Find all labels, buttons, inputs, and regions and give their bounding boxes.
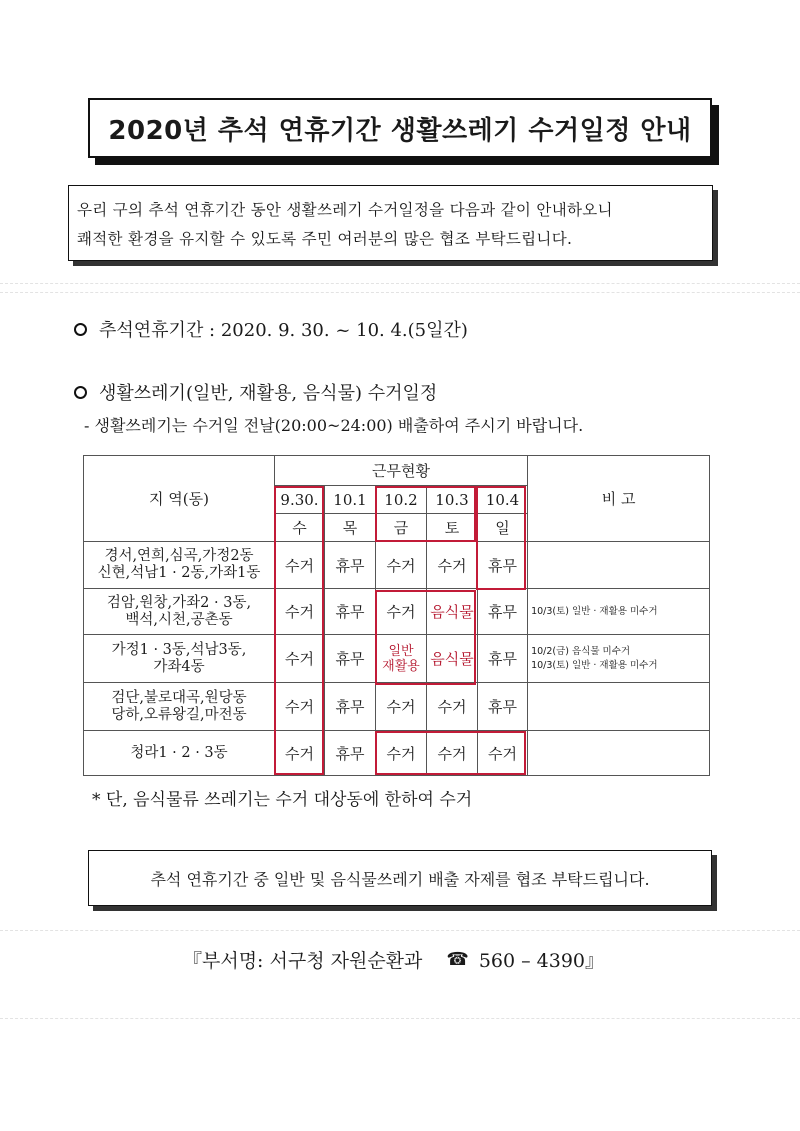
area-cell (84, 635, 275, 683)
highlight-outline-middle (375, 590, 476, 685)
schedule-cell: 휴무 (478, 635, 528, 683)
status-header: 근무현황 (275, 456, 528, 486)
weekday-cell: 금 (376, 514, 427, 542)
remarks-cell (528, 683, 710, 731)
schedule-cell: 수거 (275, 731, 325, 776)
table-row (84, 683, 710, 731)
highlight-outline-day5 (476, 486, 526, 590)
area-line: 당하,오류왕길,마전동 (111, 706, 247, 723)
remarks-cell (528, 542, 710, 589)
highlight-outline-bottom (375, 731, 526, 775)
area-cell (84, 683, 275, 731)
table-row (84, 542, 710, 589)
schedule-cell: 수거 (275, 635, 325, 683)
date-cell: 10.4 (478, 486, 528, 514)
remarks-line: 10/2(금) 음식물 미수거 (531, 645, 631, 657)
intro-line-2: 쾌적한 환경을 유지할 수 있도록 주민 여러분의 많은 협조 부탁드립니다. (77, 230, 573, 248)
area-cell (84, 731, 275, 776)
area-line: 가좌4동 (153, 658, 205, 675)
schedule-cell-highlight: 음식물 (427, 589, 478, 635)
highlight-outline-header (375, 486, 476, 542)
page-title: 2020년 추석 연휴기간 생활쓰레기 수거일정 안내 (108, 115, 692, 146)
schedule-subtext: - 생활쓰레기는 수거일 전날(20:00~24:00) 배출하여 주시기 바랍니다. (84, 416, 584, 435)
schedule-cell: 수거 (275, 542, 325, 589)
area-line: 검암,원창,가좌2 · 3동, (106, 594, 252, 611)
schedule-cell: 휴무 (325, 589, 376, 635)
schedule-cell: 휴무 (325, 731, 376, 776)
schedule-heading-item (74, 379, 437, 405)
schedule-cell: 휴무 (478, 589, 528, 635)
schedule-cell-line: 일반 (388, 643, 414, 659)
intro-line-1: 우리 구의 추석 연휴기간 동안 생활쓰레기 수거일정을 다음과 같이 안내하오니 (77, 201, 613, 219)
schedule-cell: 수거 (427, 683, 478, 731)
holiday-period-item (74, 316, 468, 342)
schedule-cell: 휴무 (325, 635, 376, 683)
schedule-cell: 수거 (376, 683, 427, 731)
weekday-cell: 수 (275, 514, 325, 542)
area-line: 가정1 · 3동,석남3동, (111, 641, 247, 658)
footnote: * 단, 음식물류 쓰레기는 수거 대상동에 한하여 수거 (92, 790, 473, 810)
area-line: 백석,시천,공촌동 (125, 611, 233, 628)
remarks-line: 10/3(토) 일반 · 재활용 미수거 (531, 605, 658, 617)
department-info (183, 946, 604, 973)
divider (0, 930, 800, 931)
closing-text: 추석 연휴기간 중 일반 및 음식물쓰레기 배출 자제를 협조 부탁드립니다. (150, 869, 650, 889)
department-label: 『부서명: 서구청 자원순환과 (183, 950, 423, 972)
remarks-cell (528, 635, 710, 683)
schedule-cell: 휴무 (478, 542, 528, 589)
date-cell: 10.3 (427, 486, 478, 514)
circle-bullet-icon (74, 323, 87, 336)
date-cell: 10.1 (325, 486, 376, 514)
remarks-line: 10/3(토) 일반 · 재활용 미수거 (531, 659, 658, 671)
schedule-cell: 휴무 (325, 542, 376, 589)
schedule-cell: 수거 (478, 731, 528, 776)
phone-icon: ☎ (446, 949, 469, 970)
schedule-cell: 휴무 (325, 683, 376, 731)
schedule-cell-highlight: 음식물 (427, 635, 478, 683)
weekday-cell: 목 (325, 514, 376, 542)
remarks-cell (528, 731, 710, 776)
schedule-cell: 수거 (275, 589, 325, 635)
area-line: 신현,석남1 · 2동,가좌1동 (97, 565, 261, 581)
weekday-cell: 토 (427, 514, 478, 542)
schedule-cell-line: 재활용 (382, 658, 420, 674)
remarks-header: 비 고 (528, 456, 710, 542)
schedule-cell: 수거 (376, 542, 427, 589)
date-cell: 10.2 (376, 486, 427, 514)
area-cell (84, 542, 275, 589)
schedule-cell: 수거 (275, 683, 325, 731)
date-cell: 9.30. (275, 486, 325, 514)
divider (0, 292, 800, 293)
holiday-period-text: 추석연휴기간 : 2020. 9. 30. ~ 10. 4.(5일간) (99, 320, 468, 341)
schedule-cell: 수거 (376, 589, 427, 635)
divider (0, 1018, 800, 1019)
schedule-heading-text: 생활쓰레기(일반, 재활용, 음식물) 수거일정 (99, 383, 438, 404)
area-line: 청라1 · 2 · 3동 (130, 744, 228, 761)
divider (0, 283, 800, 284)
schedule-cell: 휴무 (478, 683, 528, 731)
intro-box (68, 185, 713, 261)
weekday-cell: 일 (478, 514, 528, 542)
closing-box (88, 850, 712, 906)
schedule-cell: 수거 (427, 731, 478, 776)
area-header: 지 역(동) (84, 456, 275, 542)
schedule-cell: 수거 (427, 542, 478, 589)
schedule-cell: 수거 (376, 731, 427, 776)
area-line: 검단,불로대곡,원당동 (111, 689, 247, 706)
area-line: 경서,연희,심곡,가정2동 (104, 548, 254, 564)
area-cell (84, 589, 275, 635)
department-phone: 560 – 4390』 (478, 950, 605, 972)
circle-bullet-icon (74, 386, 87, 399)
remarks-cell (528, 589, 710, 635)
page-title-box (88, 98, 712, 158)
highlight-outline-day1 (274, 486, 324, 775)
